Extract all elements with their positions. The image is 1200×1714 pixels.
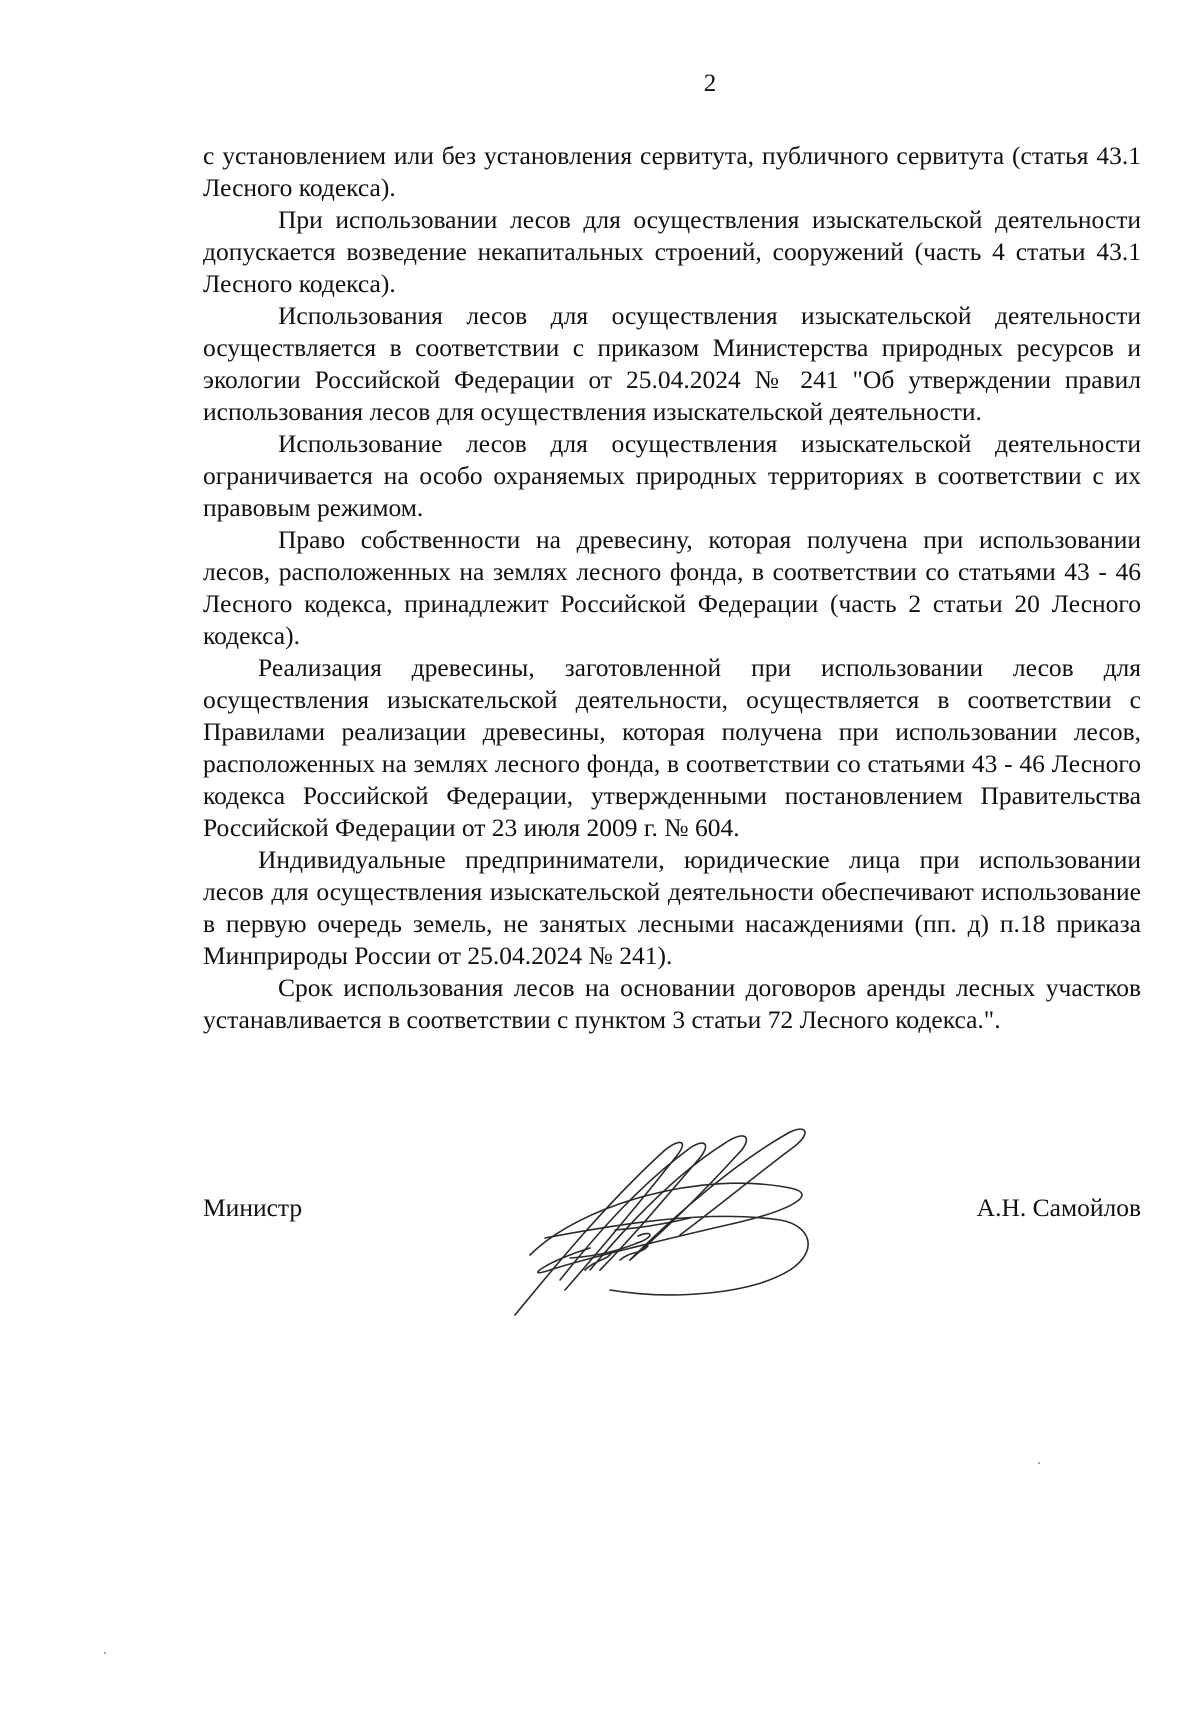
paragraph-temporary-structures: При использовании лесов для осуществления изыскательской деятельности допускается возведение некапитальных строений, сооружений (часть 4 статьи 43.1 Лесного кодекса). bbox=[203, 205, 1141, 298]
signer-position: Министр bbox=[203, 1193, 303, 1222]
paragraph-wood-ownership: Право собственности на древесину, которая получена при использовании лесов, расположенных на землях лесного фонда, в соответствии со статьями 43 - 46 Лесного кодекса, принадлежит Российской Федерации (часть 2 статьи 20 Лесного кодекса). bbox=[203, 525, 1141, 650]
paragraph-ministry-order: Использования лесов для осуществления изыскательской деятельности осуществляется в соответствии с приказом Министерства природных ресурсов и экологии Российской Федерации от 25.04.2024 № 241 "Об утверждении правил использования лесов для осуществления изыскательской деятельности. bbox=[203, 301, 1141, 426]
paragraph-protected-areas: Использование лесов для осуществления изыскательской деятельности ограничивается на особо охраняемых природных территориях в соответствии с их правовым режимом. bbox=[203, 429, 1141, 522]
paragraph-entrepreneurs: Индивидуальные предприниматели, юридические лица при использовании лесов для осуществления изыскательской деятельности обеспечивают использование в первую очередь земель, не занятых лесными насаждениями (пп. д) п.18 приказа Минприроды России от 25.04.2024 № 241). bbox=[203, 845, 1141, 970]
paragraph-lease-term: Срок использования лесов на основании договоров аренды лесных участков устанавливается в соответствии с пунктом 3 статьи 72 Лесного кодекса.". bbox=[203, 973, 1141, 1034]
signature-block bbox=[203, 1193, 1141, 1233]
paragraph-wood-sale: Реализация древесины, заготовленной при использовании лесов для осуществления изыскательской деятельности, осуществляется в соответствии с Правилами реализации древесины, которая получена при использовании лесов, расположенных на землях лесного фонда, в соответствии со статьями 43 - 46 Лесного кодекса Российской Федерации, утвержденными постановлением Правительства Российской Федерации от 23 июля 2009 г. № 604. bbox=[203, 653, 1141, 842]
document-body bbox=[203, 140, 1141, 1036]
scan-speck bbox=[104, 1652, 106, 1654]
signer-name: А.Н. Самойлов bbox=[976, 1193, 1141, 1222]
page-number: 2 bbox=[703, 70, 717, 97]
paragraph-continuation: с установлением или без установления сервитута, публичного сервитута (статья 43.1 Лесного кодекса). bbox=[203, 141, 1141, 202]
scan-speck bbox=[1038, 1462, 1040, 1464]
